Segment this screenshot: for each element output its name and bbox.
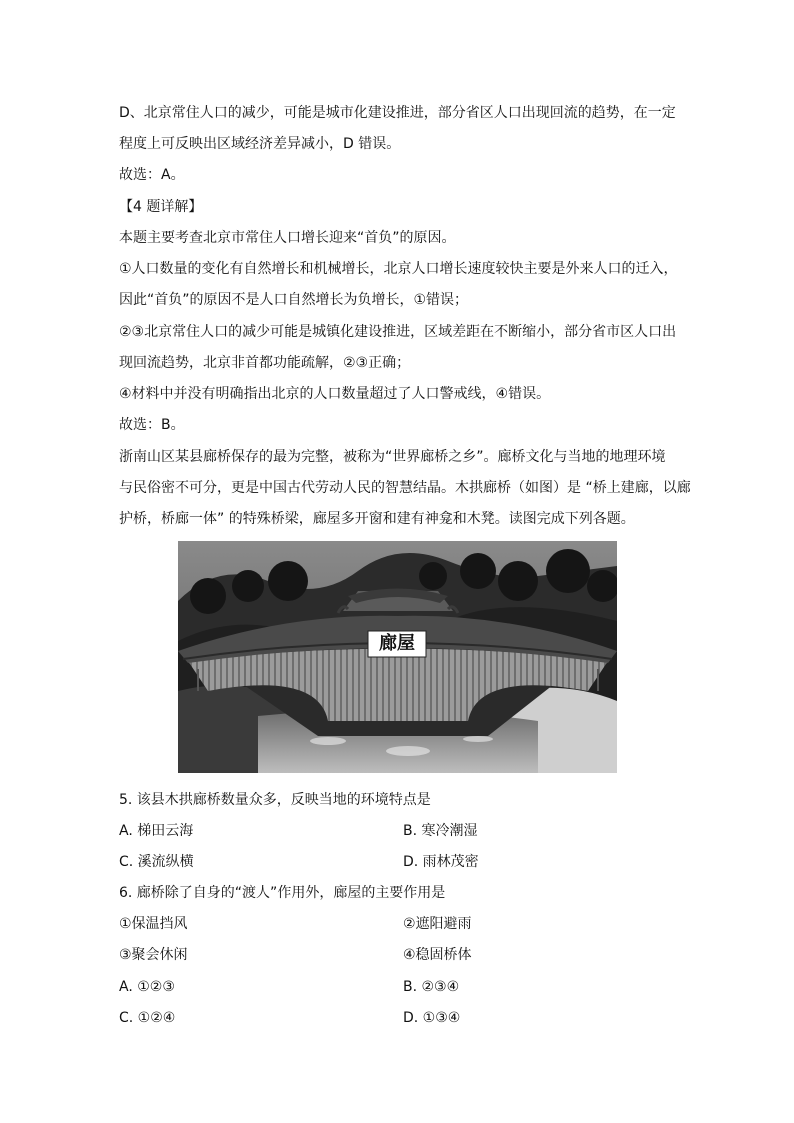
q6-option-b: B. ②③④: [403, 979, 460, 995]
q6-stem: 6. 廊桥除了自身的“渡人”作用外，廊屋的主要作用是: [119, 885, 446, 901]
q4-point1-line-2: 因此“首负”的原因不是人口自然增长为负增长，①错误；: [119, 292, 469, 308]
q6-option-c: C. ①②④: [119, 1010, 176, 1026]
material-line-2: 与民俗密不可分，更是中国古代劳动人民的智慧结晶。木拱廊桥（如图）是 “桥上建廊，以廊: [119, 480, 691, 496]
q6-option-d: D. ①③④: [403, 1010, 461, 1026]
q6-item-2: ②遮阳避雨: [403, 916, 472, 932]
material-line-3: 护桥，桥廊一体” 的特殊桥梁，廊屋多开窗和建有神龛和木凳。读图完成下列各题。: [119, 511, 635, 527]
q6-item-3: ③聚会休闲: [119, 947, 188, 963]
q4-point2-line-2: 现回流趋势，北京非首都功能疏解，②③正确；: [119, 355, 411, 371]
covered-bridge-photo: [178, 541, 617, 773]
q5-option-d: D. 雨林茂密: [403, 854, 479, 870]
q5-option-b: B. 寒冷潮湿: [403, 823, 478, 839]
q5-option-c: C. 溪流纵横: [119, 854, 194, 870]
q6-option-a: A. ①②③: [119, 979, 175, 995]
q6-item-4: ④稳固桥体: [403, 947, 472, 963]
figure-label-gallery-house: 廊屋: [379, 633, 415, 654]
q3-answer: 故选：A。: [119, 167, 185, 183]
q3-explain-line-1: D、北京常住人口的减少，可能是城市化建设推进，部分省区人口出现回流的趋势，在一定: [119, 105, 676, 121]
q4-point3: ④材料中并没有明确指出北京的人口数量超过了人口警戒线，④错误。: [119, 386, 551, 402]
q5-option-a: A. 梯田云海: [119, 823, 194, 839]
q6-item-1: ①保温挡风: [119, 916, 188, 932]
material-line-1: 浙南山区某县廊桥保存的最为完整，被称为“世界廊桥之乡”。廊桥文化与当地的地理环境: [119, 449, 666, 465]
q4-answer: 故选：B。: [119, 417, 185, 433]
q4-point1-line-1: ①人口数量的变化有自然增长和机械增长，北京人口增长速度较快主要是外来人口的迁入，: [119, 261, 678, 277]
q4-intro: 本题主要考查北京市常住人口增长迎来“首负”的原因。: [119, 230, 456, 246]
q5-stem: 5. 该县木拱廊桥数量众多，反映当地的环境特点是: [119, 792, 431, 808]
q4-point2-line-1: ②③北京常住人口的减少可能是城镇化建设推进，区域差距在不断缩小，部分省市区人口出: [119, 324, 677, 340]
q3-explain-line-2: 程度上可反映出区域经济差异减小，D 错误。: [119, 136, 401, 152]
q4-heading: 【4 题详解】: [119, 199, 203, 215]
